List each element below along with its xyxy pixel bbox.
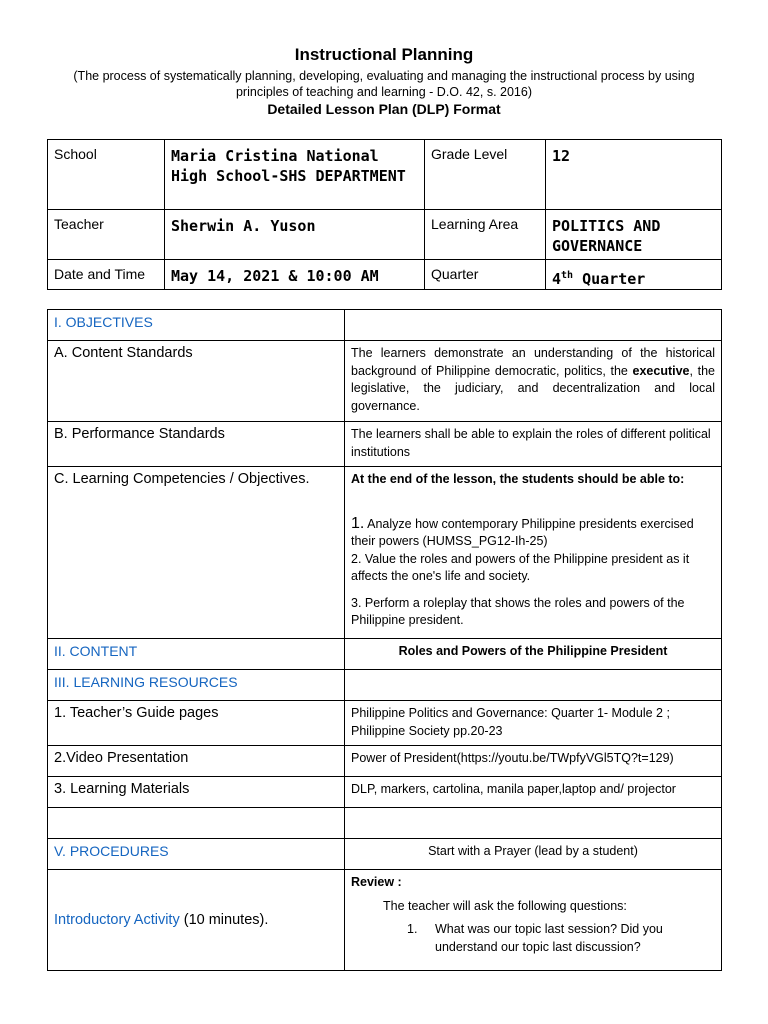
competencies-intro: At the end of the lesson, the students should be able to: [351, 472, 685, 486]
learning-area-label: Learning Area [425, 210, 546, 260]
competency-item-1: 1. Analyze how contemporary Philippine presidents exercised their powers (HUMSS_PG12-Ih-25) [351, 514, 694, 548]
performance-standards-value: The learners shall be able to explain the roles of different political institutions [345, 422, 722, 467]
grade-level-label: Grade Level [425, 140, 546, 210]
date-time-label: Date and Time [48, 260, 165, 290]
document-subtitle: (The process of systematically planning, developing, evaluating and managing the instructional process by using principles of teaching and learning - D.O. 42, s. 2016) [73, 69, 695, 99]
learning-materials-value: DLP, markers, cartolina, manila paper,laptop and/ projector [345, 777, 722, 808]
lesson-plan-table [47, 309, 722, 971]
learning-resources-heading: III. LEARNING RESOURCES [48, 670, 345, 701]
competency-item-3: 3. Perform a roleplay that shows the roles and powers of the Philippine president. [351, 595, 685, 627]
teachers-guide-value: Philippine Politics and Governance: Quarter 1- Module 2 ; Philippine Society pp.20-23 [345, 701, 722, 746]
objectives-empty-cell [345, 310, 722, 341]
resources-empty-cell [345, 670, 722, 701]
school-label: School [48, 140, 165, 210]
teacher-value: Sherwin A. Yuson [165, 210, 425, 260]
competencies-label: C. Learning Competencies / Objectives. [48, 467, 345, 639]
quarter-label: Quarter [425, 260, 546, 290]
teachers-guide-label: 1. Teacher’s Guide pages [48, 701, 345, 746]
objectives-heading: I. OBJECTIVES [48, 310, 345, 341]
performance-standards-label: B. Performance Standards [48, 422, 345, 467]
document-title: Instructional Planning [294, 45, 474, 64]
blank-cell-left [48, 808, 345, 839]
content-value: Roles and Powers of the Philippine President [345, 639, 722, 670]
introductory-activity-value [345, 870, 722, 971]
video-presentation-value: Power of President(https://youtu.be/TWpfyVGl5TQ?t=129) [345, 746, 722, 777]
competencies-value [345, 467, 722, 639]
blank-cell-right [345, 808, 722, 839]
grade-level-value: 12 [546, 140, 722, 210]
review-instruction: The teacher will ask the following questions: [383, 898, 627, 913]
content-standards-value: The learners demonstrate an understanding of the historical background of Philippine democratic, politics, the executive, the legislative, the judiciary, and decentralization and local governance. [345, 341, 722, 422]
competency-item-2: 2. Value the roles and powers of the Philippine president as it affects the one's life and society. [351, 551, 690, 583]
introductory-activity-label: Introductory Activity (10 minutes). [48, 870, 345, 971]
review-heading: Review : [351, 875, 402, 889]
teacher-label: Teacher [48, 210, 165, 260]
procedures-value: Start with a Prayer (lead by a student) [345, 839, 722, 870]
format-title: Detailed Lesson Plan (DLP) Format [267, 101, 501, 117]
review-question-1: 1. What was our topic last session? Did you understand our topic last discussion? [407, 922, 663, 954]
learning-materials-label: 3. Learning Materials [48, 777, 345, 808]
content-heading: II. CONTENT [48, 639, 345, 670]
info-table [47, 139, 722, 290]
video-presentation-label: 2.Video Presentation [48, 746, 345, 777]
school-value: Maria Cristina National High School-SHS DEPARTMENT [165, 140, 425, 210]
procedures-heading: V. PROCEDURES [48, 839, 345, 870]
learning-area-value: POLITICS AND GOVERNANCE [546, 210, 722, 260]
date-time-value: May 14, 2021 & 10:00 AM [165, 260, 425, 290]
content-standards-label: A. Content Standards [48, 341, 345, 422]
quarter-value: 4th Quarter [546, 260, 722, 290]
